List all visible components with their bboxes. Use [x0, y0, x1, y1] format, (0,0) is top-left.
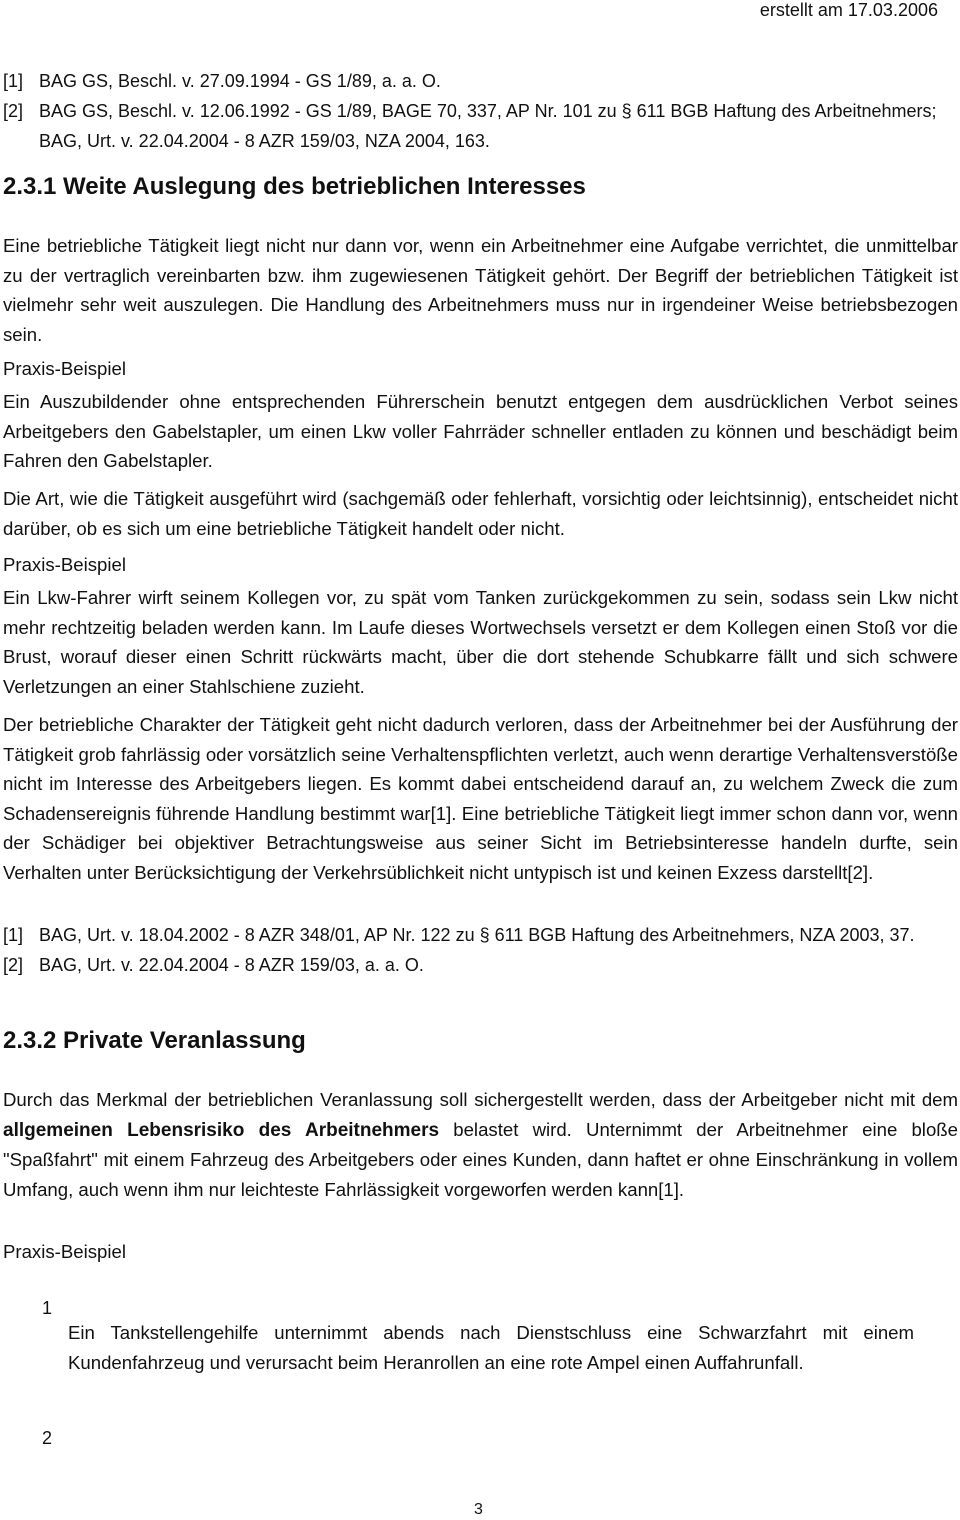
footnote-2	[3, 96, 958, 156]
section-heading-2-3-2: 2.3.2 Private Veranlassung	[3, 1027, 306, 1054]
footnote-text: BAG, Urt. v. 22.04.2004 - 8 AZR 159/03, a. a. O.	[39, 955, 424, 975]
emphasis-text: allgemeinen Lebensrisiko des Arbeitnehmers	[3, 1119, 440, 1141]
example-item-number: 2	[42, 1428, 53, 1448]
example-text: Ein Lkw-Fahrer wirft seinem Kollegen vor, zu spät vom Tanken zurückgekommen zu sein, sodass sein Lkw nicht mehr rechtzeitig beladen werden kann. Im Laufe dieses Wortwechsels versetzt er dem Kollegen einen Stoß vor die Brust, worauf dieser einen Schritt rückwärts macht, über die dort stehende Schubkarre fällt und sich schwere Verletzungen an einer Stahlschiene zuzieht.	[3, 587, 958, 697]
section-heading-2-3-1: 2.3.1 Weite Auslegung des betrieblichen Interesses	[3, 173, 586, 200]
footnote-number: [2]	[3, 101, 24, 121]
footnote-1	[3, 920, 958, 950]
example-label: Praxis-Beispiel	[3, 1241, 126, 1262]
example-label: Praxis-Beispiel	[3, 358, 126, 379]
footnote-number: [1]	[3, 925, 24, 945]
footnote-number: [1]	[3, 71, 24, 91]
footnote-text: BAG GS, Beschl. v. 12.06.1992 - GS 1/89, BAGE 70, 337, AP Nr. 101 zu § 611 BGB Haftung des Arbeitnehmers; BAG, Urt. v. 22.04.2004 - 8 AZR 159/03, NZA 2004, 163.	[39, 101, 937, 151]
creation-date: erstellt am 17.03.2006	[759, 0, 938, 20]
paragraph: Die Art, wie die Tätigkeit ausgeführt wird (sachgemäß oder fehlerhaft, vorsichtig oder leichtsinnig), entscheidet nicht darüber, ob es sich um eine betriebliche Tätigkeit handelt oder nicht.	[3, 488, 958, 539]
footnote-1	[3, 66, 958, 96]
footnote-number: [2]	[3, 955, 24, 975]
footnote-text: BAG, Urt. v. 18.04.2002 - 8 AZR 348/01, AP Nr. 122 zu § 611 BGB Haftung des Arbeitnehmers, NZA 2003, 37.	[39, 925, 915, 945]
footnotes-mid	[3, 920, 958, 980]
footnotes-top	[3, 66, 958, 156]
footnote-2	[3, 950, 958, 980]
paragraph: Der betriebliche Charakter der Tätigkeit geht nicht dadurch verloren, dass der Arbeitnehmer bei der Ausführung der Tätigkeit grob fahrlässig oder vorsätzlich seine Verhaltenspflichten verletzt, auch wenn derartige Verhaltensverstöße nicht im Interesse des Arbeitgebers liegen. Es kommt dabei entscheidend darauf an, zu welchem Zweck die zum Schadensereignis führende Handlung bestimmt war[1]. Eine betriebliche Tätigkeit liegt immer schon dann vor, wenn der Schädiger bei objektiver Betrachtungsweise aus seiner Sicht im Betriebsinteresse handeln durfte, sein Verhalten unter Berücksichtigung der Verkehrsüblichkeit nicht untypisch ist und keinen Exzess darstellt[2].	[3, 714, 958, 883]
example-item-number: 1	[42, 1298, 53, 1318]
paragraph	[3, 1085, 958, 1204]
paragraph-text-start: Durch das Merkmal der betrieblichen Veranlassung soll sichergestellt werden, dass der Arbeitgeber nicht mit dem	[3, 1089, 958, 1110]
paragraph-text-end: belastet wird. Unternimmt der Arbeitnehmer eine bloße "Spaßfahrt" mit einem Fahrzeug des Arbeitgebers oder eines Kunden, dann haftet er ohne Einschränkung in vollem Umfang, auch wenn ihm nur leichteste Fahrlässigkeit vorgeworfen werden kann[1].	[3, 1118, 958, 1200]
paragraph: Eine betriebliche Tätigkeit liegt nicht nur dann vor, wenn ein Arbeitnehmer eine Aufgabe verrichtet, die unmittelbar zu der vertraglich vereinbarten bzw. ihm zugewiesenen Tätigkeit gehört. Der Begriff der betrieblichen Tätigkeit ist vielmehr sehr weit auszulegen. Die Handlung des Arbeitnehmers muss nur in irgendeiner Weise betriebsbezogen sein.	[3, 235, 958, 345]
example-text: Ein Auszubildender ohne entsprechenden Führerschein benutzt entgegen dem ausdrücklichen Verbot seines Arbeitgebers den Gabelstapler, um einen Lkw voller Fahrräder schneller entladen zu können und beschädigt beim Fahren den Gabelstapler.	[3, 391, 958, 471]
example-item-text: Ein Tankstellengehilfe unternimmt abends nach Dienstschluss eine Schwarzfahrt mit einem Kundenfahrzeug und verursacht beim Heranrollen an eine rote Ampel einen Auffahrunfall.	[68, 1322, 914, 1373]
footnote-text: BAG GS, Beschl. v. 27.09.1994 - GS 1/89, a. a. O.	[39, 71, 441, 91]
example-label: Praxis-Beispiel	[3, 554, 126, 575]
page-number: 3	[474, 1501, 483, 1518]
